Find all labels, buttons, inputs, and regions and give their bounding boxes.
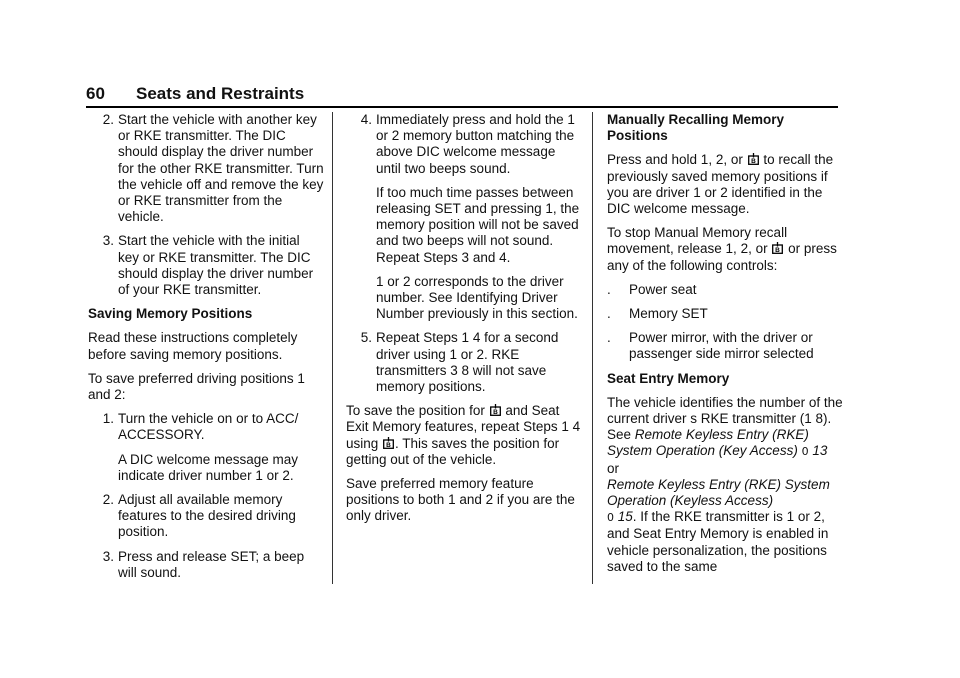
bullet-item: . Power mirror, with the driver or passenger side mirror selected — [607, 330, 814, 362]
paragraph: Save preferred memory feature positions to both 1 and 2 if you are the only driver. — [346, 476, 575, 524]
memory-exit-button-icon — [383, 437, 394, 449]
svg-text:B: B — [775, 247, 781, 255]
page-reference[interactable]: 15 — [617, 509, 633, 525]
svg-text:B: B — [492, 409, 498, 417]
page-header — [86, 84, 838, 106]
step-2: 2. Start the vehicle with another key or RKE transmitter. The DIC should display the driver number for the other RKE transmitter. Turn the vehicle off and remove the key or RKE transmitter from the vehicle. — [102, 112, 324, 225]
paragraph: Read these instructions completely before saving memory positions. — [88, 330, 298, 362]
heading-saving-memory: Saving Memory Positions — [88, 306, 253, 322]
step-3: 3. Start the vehicle with the initial key or RKE transmitter. The DIC should display the driver number of your RKE transmitter. — [102, 233, 314, 298]
column-1 — [88, 112, 324, 589]
cross-reference-link[interactable]: Remote Keyless Entry (RKE) System Operation (Key Access) — [607, 427, 809, 459]
column-2 — [346, 112, 582, 533]
svg-text:B: B — [750, 158, 756, 166]
save-step-4: 4. Immediately press and hold the 1 or 2 memory button matching the above DIC welcome message until two beeps sound. — [360, 112, 575, 176]
section-title: Seats and Restraints — [136, 84, 305, 103]
cross-reference-link[interactable]: Remote Keyless Entry (RKE) System Operation (Keyless Access) — [607, 476, 830, 509]
memory-exit-button-icon — [772, 242, 783, 254]
save-step-1-note: A DIC welcome message may indicate driver number 1 or 2. — [118, 451, 299, 483]
save-step-2: 2. Adjust all available memory features to the desired driving position. — [102, 492, 296, 540]
memory-exit-button-icon — [490, 404, 501, 416]
save-step-1: 1. Turn the vehicle on or to ACC/ ACCESSORY. — [102, 411, 299, 443]
svg-text:B: B — [386, 441, 391, 449]
page-reference[interactable]: 13 — [812, 443, 828, 459]
header-rule — [86, 106, 838, 108]
paragraph-stop-recall: To stop Manual Memory recall movement, release 1, 2, or B or press any of the following controls: — [607, 225, 837, 273]
memory-exit-button-icon — [748, 153, 759, 165]
paragraph-exit-memory: To save the position for B and Seat Exit Memory features, repeat Steps 1 4 using B . This saves the position for getting out of the vehicle. — [346, 403, 581, 467]
paragraph: To save preferred driving positions 1 and 2: — [88, 370, 305, 403]
page-number: 60 — [86, 84, 105, 103]
column-divider-2 — [592, 112, 593, 584]
save-step-4-note-2: 1 or 2 corresponds to the driver number. See Identifying Driver Number previously in this section. — [376, 273, 578, 322]
save-step-3: 3. Press and release SET; a beep will sound. — [102, 548, 305, 580]
save-step-4-note-1: If too much time passes between releasing SET and pressing 1, the memory position will not be saved and two beeps will not sound. Repeat Steps 3 and 4. — [376, 184, 580, 265]
heading-seat-entry-memory: Seat Entry Memory — [607, 370, 730, 386]
column-3 — [607, 112, 843, 583]
page-ref-arrow-icon: 0 — [607, 511, 614, 525]
bullet-item: . Memory SET — [607, 306, 708, 322]
save-step-5: 5. Repeat Steps 1 4 for a second driver using 1 or 2. RKE transmitters 3 8 will not save memory positions. — [360, 330, 559, 395]
page-ref-arrow-icon: 0 — [801, 445, 809, 459]
column-divider-1 — [332, 112, 333, 584]
paragraph-seat-entry: The vehicle identifies the number of the current driver s RKE transmitter (1 8). See Remote Keyless Entry (RKE) System Operation (Key Access) 0 13 or Remote Keyless Entry (RKE) System Operation (Keyless Access) 0 15. If the RKE transmitter is 1 or 2, and Seat Entry Memory is enabled in vehicle personalization, the positions saved to the same — [607, 394, 843, 574]
paragraph-recall: Press and hold 1, 2, or B to recall the previously saved memory positions if you are driver 1 or 2 identified in the DIC welcome message. — [607, 152, 834, 217]
bullet-item: . Power seat — [607, 281, 697, 297]
heading-manual-recall: Manually Recalling Memory Positions — [607, 112, 785, 144]
